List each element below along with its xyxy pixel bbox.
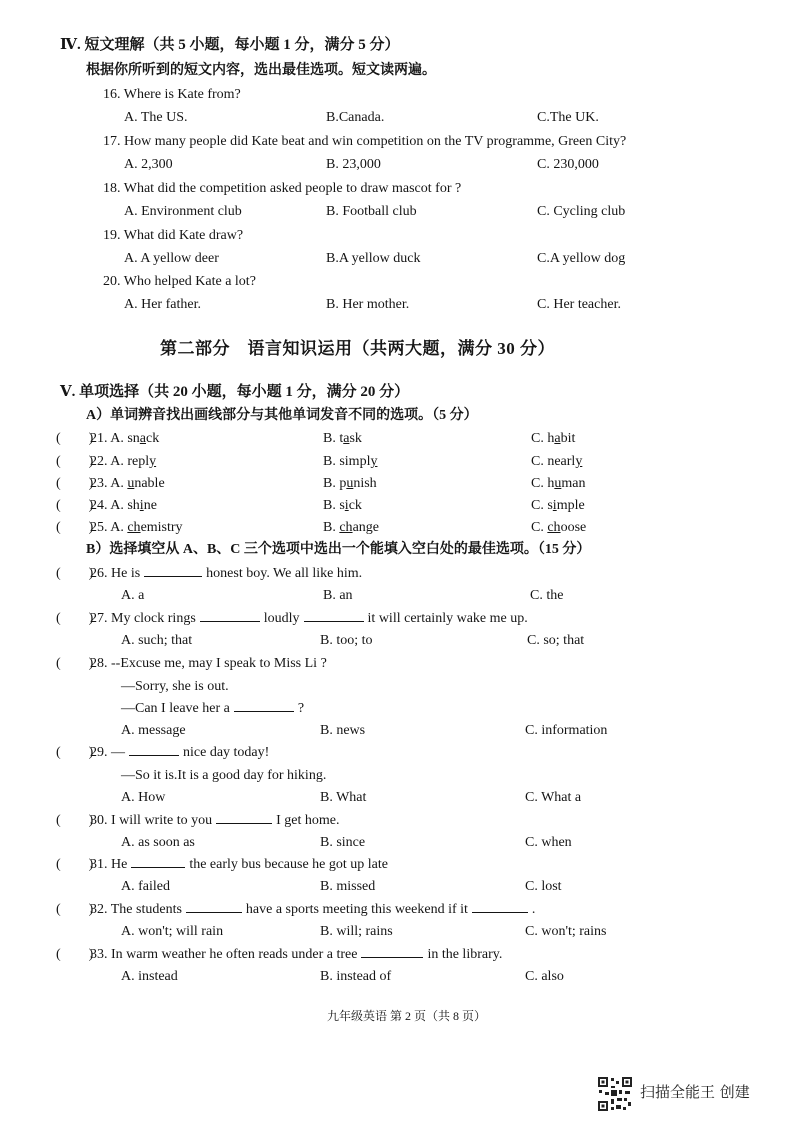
part-2-title: 第二部分 语言知识运用（共两大题，满分 30 分）: [160, 339, 555, 358]
blank-line: [200, 620, 260, 622]
q29-line-2: —So it is.It is a good day for hiking.: [121, 768, 327, 783]
blank-line: [234, 710, 294, 712]
q33-option-c: C. also: [525, 969, 564, 984]
answer-paren-32[interactable]: ( ): [56, 902, 94, 917]
q31-option-b: B. missed: [320, 879, 376, 894]
q26-option-b: B. an: [323, 588, 353, 603]
q17-option-c: C. 230,000: [537, 157, 599, 172]
q26-option-c: C. the: [530, 588, 564, 603]
question-17: 17. How many people did Kate beat and win competition on the TV programme, Green City?: [103, 134, 627, 149]
q19-option-c: C.A yellow dog: [537, 251, 626, 266]
qr-code-icon: [597, 1076, 633, 1112]
q28-option-b: B. news: [320, 723, 366, 738]
q24-option-a: 24. A. shine: [90, 498, 157, 513]
q29-option-c: C. What a: [525, 790, 582, 805]
q24-option-b: B. sick: [323, 498, 362, 513]
section-5-title: Ⅴ. 单项选择（共 20 小题，每小题 1 分，满分 20 分）: [60, 384, 410, 400]
blank-line: [216, 822, 272, 824]
blank-line: [361, 956, 423, 958]
q22-option-b: B. simply: [323, 454, 378, 469]
q21-option-a: 21. A. snack: [90, 431, 160, 446]
q19-option-a: A. A yellow deer: [124, 251, 219, 266]
q17-option-b: B. 23,000: [326, 157, 381, 172]
watermark-text: 扫描全能王 创建: [640, 1083, 750, 1101]
q32-option-a: A. won't; will rain: [121, 924, 224, 939]
q20-option-b: B. Her mother.: [326, 297, 410, 312]
answer-paren-25[interactable]: ( ): [56, 520, 94, 535]
answer-paren-33[interactable]: ( ): [56, 947, 94, 962]
q16-option-b: B.Canada.: [326, 110, 385, 125]
answer-paren-28[interactable]: ( ): [56, 656, 94, 671]
q32-option-b: B. will; rains: [320, 924, 393, 939]
question-30: 30. I will write to you I get home.: [90, 813, 340, 828]
q22-option-a: 22. A. reply: [90, 454, 157, 469]
q23-option-a: 23. A. unable: [90, 476, 165, 491]
blank-line: [131, 866, 185, 868]
section-4-title: Ⅳ. 短文理解（共 5 小题，每小题 1 分，满分 5 分）: [60, 37, 400, 53]
q17-option-a: A. 2,300: [124, 157, 173, 172]
question-18: 18. What did the competition asked people to draw mascot for ?: [103, 181, 462, 196]
q28-option-c: C. information: [525, 723, 608, 738]
blank-line: [144, 575, 202, 577]
question-27: 27. My clock rings loudly it will certainly wake me up.: [90, 611, 528, 626]
q22-option-c: C. nearly: [531, 454, 583, 469]
q27-option-c: C. so; that: [527, 633, 585, 648]
question-28: 28. --Excuse me, may I speak to Miss Li ?: [90, 656, 327, 671]
q18-option-b: B. Football club: [326, 204, 417, 219]
section-4-instruction: 根据你所听到的短文内容，选出最佳选项。短文读两遍。: [86, 63, 436, 78]
answer-paren-22[interactable]: ( ): [56, 454, 94, 469]
blank-line: [129, 754, 179, 756]
q23-option-c: C. human: [531, 476, 586, 491]
q30-option-b: B. since: [320, 835, 366, 850]
q25-option-b: B. change: [323, 520, 379, 535]
q20-option-a: A. Her father.: [124, 297, 201, 312]
q30-option-c: C. when: [525, 835, 572, 850]
answer-paren-26[interactable]: ( ): [56, 566, 94, 581]
page-footer: 九年级英语 第 2 页（共 8 页）: [327, 1009, 487, 1023]
q21-option-b: B. task: [323, 431, 362, 446]
answer-paren-24[interactable]: ( ): [56, 498, 94, 513]
q27-option-a: A. such; that: [121, 633, 193, 648]
q33-option-b: B. instead of: [320, 969, 392, 984]
q24-option-c: C. simple: [531, 498, 585, 513]
q28-line-2: —Sorry, she is out.: [121, 679, 229, 694]
question-31: 31. He the early bus because he got up late: [90, 857, 388, 872]
q21-option-c: C. habit: [531, 431, 576, 446]
q32-option-c: C. won't; rains: [525, 924, 607, 939]
q31-option-c: C. lost: [525, 879, 562, 894]
q25-option-c: C. choose: [531, 520, 587, 535]
q23-option-b: B. punish: [323, 476, 377, 491]
q28-option-a: A. message: [121, 723, 186, 738]
q16-option-a: A. The US.: [124, 110, 188, 125]
q30-option-a: A. as soon as: [121, 835, 195, 850]
answer-paren-21[interactable]: ( ): [56, 431, 94, 446]
answer-paren-30[interactable]: ( ): [56, 813, 94, 828]
q20-option-c: C. Her teacher.: [537, 297, 621, 312]
q18-option-c: C. Cycling club: [537, 204, 626, 219]
q28-line-3: —Can I leave her a ?: [121, 701, 305, 716]
question-20: 20. Who helped Kate a lot?: [103, 274, 256, 289]
q25-option-a: 25. A. chemistry: [90, 520, 183, 535]
q31-option-a: A. failed: [121, 879, 170, 894]
q29-option-a: A. How: [121, 790, 166, 805]
q16-option-c: C.The UK.: [537, 110, 599, 125]
question-33: 33. In warm weather he often reads under a tree in the library.: [90, 947, 503, 962]
q33-option-a: A. instead: [121, 969, 178, 984]
q19-option-b: B.A yellow duck: [326, 251, 421, 266]
answer-paren-29[interactable]: ( ): [56, 745, 94, 760]
q18-option-a: A. Environment club: [124, 204, 242, 219]
q26-option-a: A. a: [121, 588, 145, 603]
blank-line: [472, 911, 528, 913]
question-16: 16. Where is Kate from?: [103, 87, 241, 102]
q27-option-b: B. too; to: [320, 633, 373, 648]
answer-paren-31[interactable]: ( ): [56, 857, 94, 872]
question-19: 19. What did Kate draw?: [103, 228, 244, 243]
q29-option-b: B. What: [320, 790, 367, 805]
blank-line: [304, 620, 364, 622]
question-26: 26. He is honest boy. We all like him.: [90, 566, 363, 581]
question-32: 32. The students have a sports meeting this weekend if it .: [90, 902, 536, 917]
section-5-sub-b: B）选择填空从 A、B、C 三个选项中选出一个能填入空白处的最佳选项。（15 分）: [86, 542, 591, 557]
section-5-sub-a: A）单词辨音找出画线部分与其他单词发音不同的选项。（5 分）: [86, 408, 478, 423]
answer-paren-27[interactable]: ( ): [56, 611, 94, 626]
blank-line: [186, 911, 242, 913]
answer-paren-23[interactable]: ( ): [56, 476, 94, 491]
question-29: 29. — nice day today!: [90, 745, 270, 760]
